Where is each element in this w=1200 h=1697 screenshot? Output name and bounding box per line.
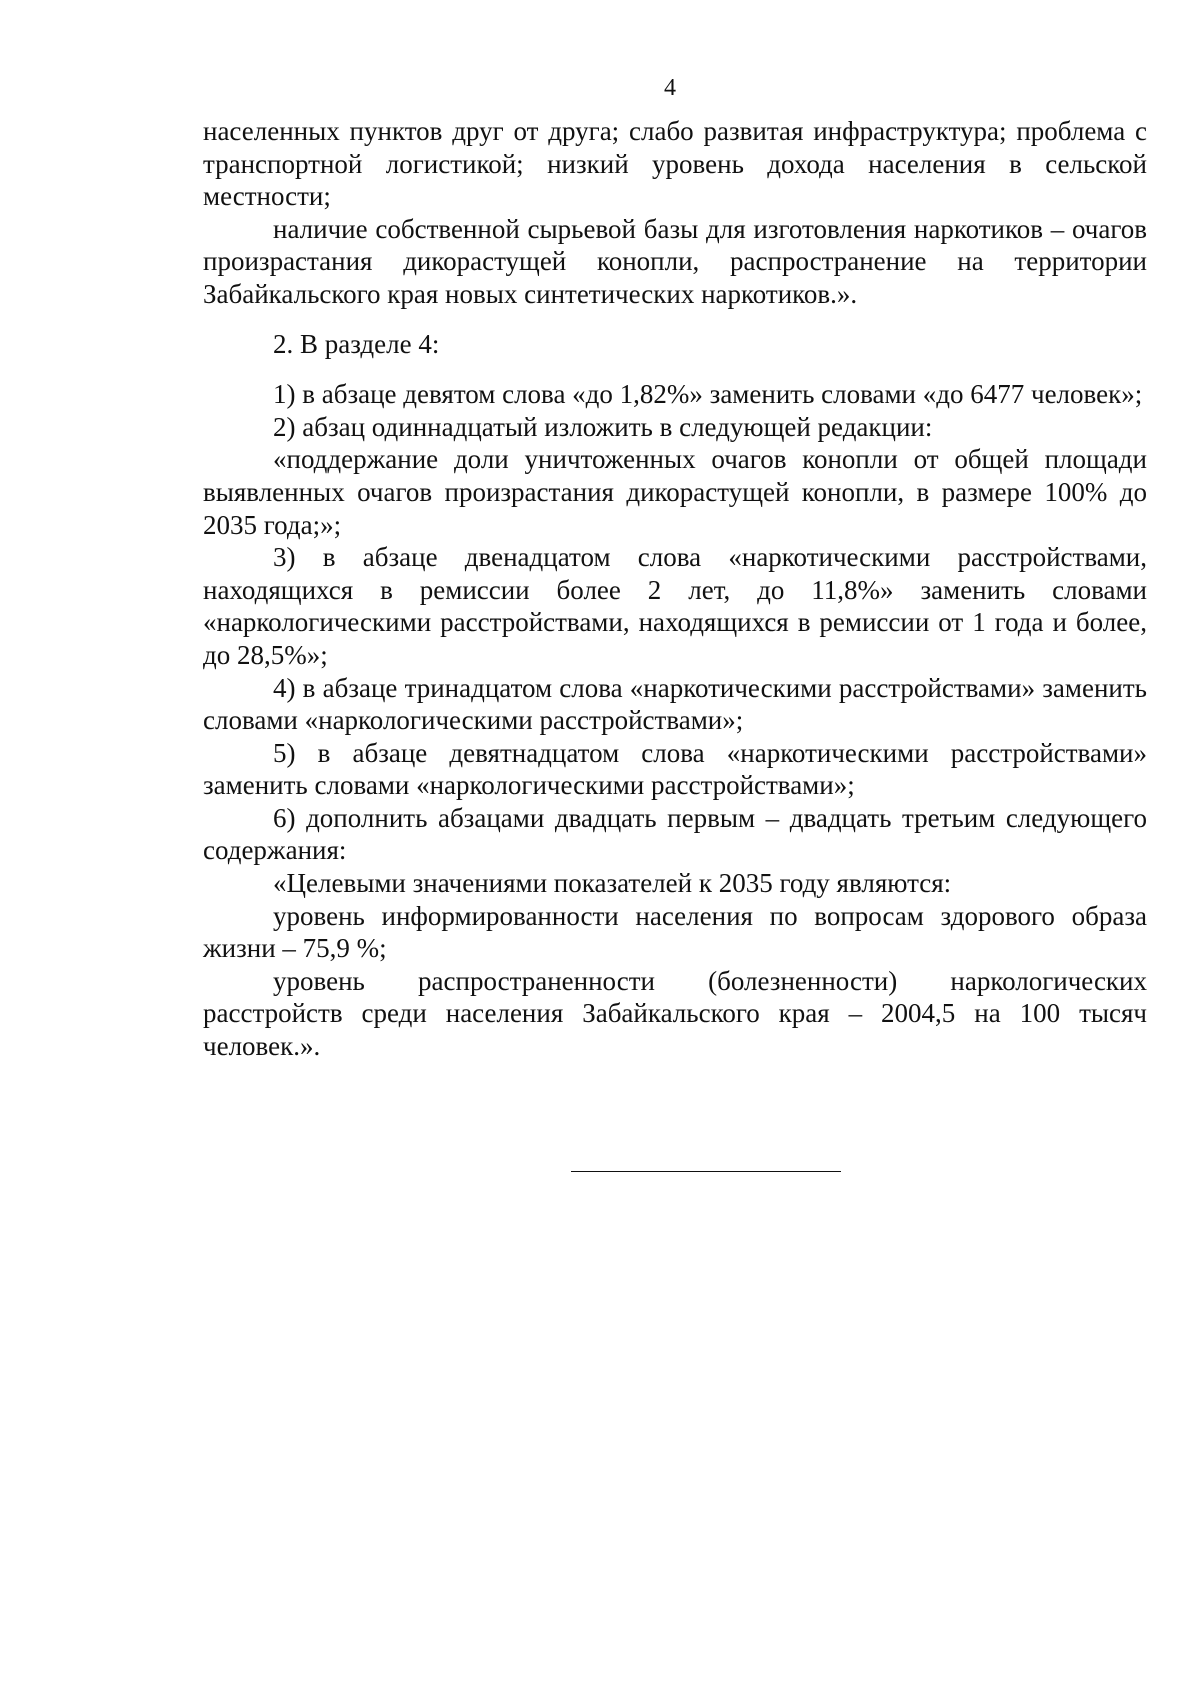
- paragraph-item-2-new-text: «поддержание доли уничтоженных очагов конопли от общей площади выявленных очагов произрастания дикорастущей конопли, в размере 100% до 2035 года;»;: [203, 444, 1147, 540]
- document-body: [203, 115, 1147, 1063]
- paragraph-awareness-level: уровень информированности населения по вопросам здорового образа жизни – 75,9 %;: [203, 900, 1147, 964]
- paragraph-item-5: 5) в абзаце девятнадцатом слова «наркотическими расстройствами» заменить словами «наркологическими расстройствами»;: [203, 737, 1147, 801]
- paragraph-prevalence-level: уровень распространенности (болезненности) наркологических расстройств среди населения Забайкальского края – 2004,5 на 100 тысяч человек.».: [203, 965, 1147, 1062]
- paragraph-item-3: 3) в абзаце двенадцатом слова «наркотическими расстройствами, находящихся в ремиссии более 2 лет, до 11,8%» заменить словами «наркологическими расстройствами, находящихся в ремиссии от 1 года и более, до 28,5%»;: [203, 542, 1147, 670]
- paragraph-item-2: 2) абзац одиннадцатый изложить в следующей редакции:: [273, 411, 933, 442]
- paragraph-item-6: 6) дополнить абзацами двадцать первым – двадцать третьим следующего содержания:: [203, 802, 1147, 866]
- paragraph-section-4-heading: 2. В разделе 4:: [273, 328, 440, 359]
- paragraph-item-4: 4) в абзаце тринадцатом слова «наркотическими расстройствами» заменить словами «наркологическими расстройствами»;: [203, 672, 1147, 736]
- paragraph-target-values-intro: «Целевыми значениями показателей к 2035 году являются:: [273, 868, 952, 899]
- paragraph-item-1: 1) в абзаце девятом слова «до 1,82%» заменить словами «до 6477 человек»;: [273, 379, 1143, 410]
- paragraph-continuation: населенных пунктов друг от друга; слабо развитая инфраструктура; проблема с транспортной логистикой; низкий уровень дохода населения в сельской местности;: [203, 116, 1147, 212]
- page-number: 4: [664, 75, 676, 101]
- paragraph-raw-material-base: наличие собственной сырьевой базы для изготовления наркотиков – очагов произрастания дикорастущей конопли, распространение на территории Забайкальского края новых синтетических наркотиков.».: [203, 213, 1147, 309]
- end-of-document-rule: [571, 1171, 841, 1172]
